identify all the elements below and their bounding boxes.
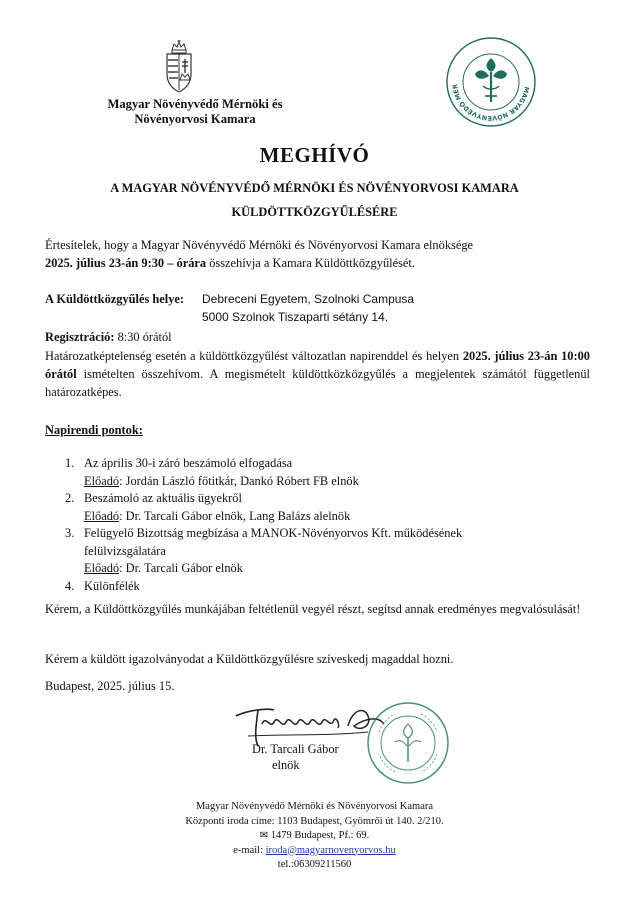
agenda-item-number: 2.	[65, 491, 75, 505]
list-item	[65, 578, 545, 596]
registration-label: Regisztráció:	[45, 330, 115, 344]
footer	[0, 800, 629, 873]
footer-email-label: e-mail:	[233, 844, 266, 856]
agenda-item-number: 1.	[65, 456, 75, 470]
agenda-item-presenter: : Dr. Tarcali Gábor elnök, Lang Balázs alelnök	[119, 508, 351, 523]
agenda-item-presenter: : Jordán László főtitkár, Dankó Róbert FB elnök	[119, 473, 359, 488]
presenter-label: Előadó	[84, 561, 120, 575]
repeat-datetime: 2025. július 23-án 10:00 órától	[45, 349, 590, 381]
org-name-line-1: Magyar Növényvédő Mérnöki és	[107, 97, 283, 111]
signatory-block	[252, 741, 382, 773]
organization-name	[80, 97, 310, 127]
agenda-heading-text: Napirendi pontok:	[45, 423, 143, 437]
presenter-label: Előadó	[84, 473, 120, 488]
list-item	[65, 455, 545, 490]
signatory-name: Dr. Tarcali Gábor	[252, 742, 339, 756]
venue-block	[45, 290, 590, 346]
svg-text:MAGYAR NÖVÉNYVÉDŐ MÉRNÖKI ÉS N: MAGYAR NÖVÉNYVÉDŐ MÉR	[451, 83, 531, 123]
quorum-paragraph	[45, 347, 590, 401]
intro-text-line: Értesítelek, hogy a Magyar Növényvédő Mérnöki és Növényorvosi Kamara elnöksége	[45, 238, 474, 252]
coat-of-arms-logo	[163, 40, 195, 94]
agenda-item-presenter: : Dr. Tarcali Gábor elnök	[119, 561, 243, 575]
document-subtitle	[0, 176, 629, 224]
chamber-seal-logo	[445, 36, 537, 128]
footer-address: Központi iroda címe: 1103 Budapest, Gyömrői út 140. 2/210.	[185, 815, 444, 827]
venue-line-2: 5000 Szolnok Tiszaparti sétány 14.	[202, 310, 389, 324]
footer-pobox: 1479 Budapest, Pf.: 69.	[270, 830, 370, 841]
venue-line-1: Debreceni Egyetem, Szolnoki Campusa	[202, 292, 415, 306]
intro-paragraph	[45, 236, 590, 272]
meeting-datetime: 2025. július 23-án 9:30 – órára	[45, 256, 207, 270]
closing-paragraph-2: Kérem a küldött igazolványodat a Küldöttközgyűlésre szíveskedj magaddal hozni.	[45, 652, 454, 666]
email-link[interactable]: iroda@magyarnovenyorvos.hu	[265, 844, 396, 856]
agenda-item-title: Beszámoló az aktuális ügyekről	[84, 491, 242, 505]
agenda-item-title: Az április 30-i záró beszámoló elfogadása	[84, 456, 293, 470]
date-place: Budapest, 2025. július 15.	[45, 679, 175, 693]
agenda-item-title: Felügyelő Bizottság megbízása a MANOK-Növényorvos Kft. működésének felülvizsgálatára	[84, 526, 463, 558]
agenda-item-number: 3.	[65, 526, 75, 540]
agenda-item-number: 4.	[65, 578, 75, 593]
agenda-list	[65, 455, 545, 595]
envelope-icon: ✉	[259, 830, 269, 841]
agenda-heading	[45, 421, 590, 439]
subtitle-line-1: A MAGYAR NÖVÉNYVÉDŐ MÉRNÖKI ÉS NÖVÉNYORVOSI KAMARA	[110, 181, 519, 195]
footer-phone: tel.:06309211560	[277, 859, 352, 870]
closing-paragraph-1: Kérem, a Küldöttközgyűlés munkájában feltétlenül vegyél részt, segítsd annak eredményes megvalósulását!	[45, 602, 581, 616]
list-item	[65, 525, 545, 578]
agenda-item-title: Különfélék	[84, 578, 140, 593]
list-item	[65, 490, 545, 525]
venue-label: A Küldöttközgyűlés helye:	[45, 292, 185, 306]
footer-org: Magyar Növényvédő Mérnöki és Növényorvosi Kamara	[195, 801, 434, 812]
signatory-role: elnök	[272, 758, 300, 772]
intro-text-tail: összehívja a Kamara Küldöttközgyűlését.	[206, 256, 415, 270]
presenter-label: Előadó	[84, 508, 120, 523]
quorum-text-2: ismételten összehívom. A megismételt küldöttközközgyűlés a megjelentek számától függetlenül határozatképes.	[45, 367, 590, 399]
org-name-line-2: Növényorvosi Kamara	[134, 112, 256, 126]
subtitle-line-2: KÜLDÖTTKÖZGYŰLÉSÉRE	[231, 205, 398, 219]
registration-time: 8:30 órától	[114, 330, 172, 344]
document-title: MEGHÍVÓ	[259, 143, 370, 167]
quorum-text-1: Határozatképtelenség esetén a küldöttközgyűlést változatlan napirenddel és helyen	[45, 349, 463, 363]
